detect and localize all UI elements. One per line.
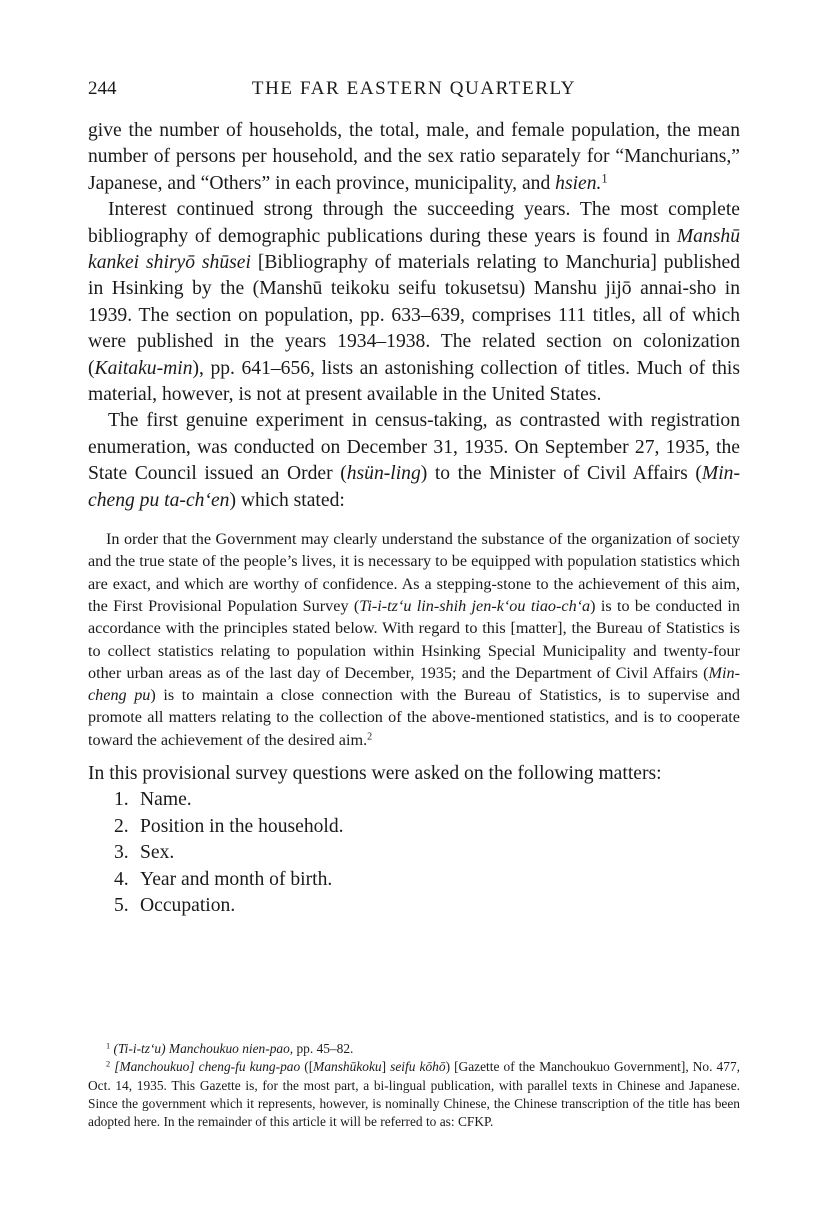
paragraph-1 [88,118,740,197]
list-text: Occupation. [140,895,236,917]
footnote-text: ] [381,1059,391,1075]
quote-text: In order that the Government may clearly understand the substance of the organization of society and the true state of the people’s lives, it is necessary to be equipped with population statistics which are exact, and which are worthy of confidence. As a stepping-stone to the achievement of this aim, the First Provisional Population Survey ( [88,530,740,615]
list-text: Name. [140,789,192,811]
block-quote [88,528,740,751]
list-number: 4. [114,868,129,890]
list-item [88,840,740,866]
italic-title: (Ti-i-tz‘u) Manchoukuo nien-pao, [113,1041,294,1056]
footnote-marker: 1 [106,1041,111,1051]
list-text: Year and month of birth. [140,868,333,890]
list-item [88,787,740,813]
italic-term: hsien. [555,172,602,194]
list-item [88,893,740,919]
paragraph-text: [Bibliography of materials relating to Manchuria] published in Hsinking by the (Manshū teikoku seifu tokusetsu) Manshu jijō annai-sho in 1939. The section on population, pp. 633–639, comprises 111 titles, all of which were published in the years 1934–1938. The related section on colonization ( [88,252,740,379]
italic-title: seifu kōhō [390,1059,446,1075]
list-text: Position in the household. [140,815,344,837]
footnote-ref-2: 2 [367,731,373,743]
list-number: 3. [114,842,129,864]
italic-term: Kaitaku-min [94,357,193,379]
paragraph-text: ) to the Minister of Civil Affairs ( [420,463,702,485]
italic-term: hsün-ling [346,463,421,485]
italic-term: Ti-i-tz‘u lin-shih jen-k‘ou tiao-ch‘a [359,596,591,615]
footnote-text: pp. 45–82. [293,1041,354,1056]
paragraph-3 [88,408,740,514]
quote-text: ) is to be conducted in accordance with the principles stated below. With regard to this [matter], the Bureau of Statistics is to collect statistics relating to population within Hsinking Special Municipality and twenty-four other urban areas as of the last day of December, 1935; and the Department of Civil Affairs ( [88,596,740,682]
footnote-text: ) [Gazette of the Manchoukuo Government], No. 477, Oct. 14, 1935. This Gazette is, for the most part, a bi-lingual publication, with parallel texts in Chinese and Japanese. Since the government which it represents, however, is nominally Chinese, the Chinese transcription of the title has been adopted here. In the remainder of this article it will be referred to as: CFKP. [88,1059,740,1130]
paragraph-4: In this provisional survey questions were asked on the following matters: [88,763,662,785]
paragraph-text: ), pp. 641–656, lists an astonishing collection of titles. Much of this material, however, is not at present available in the United States. [88,357,740,406]
paragraph-text: give the number of households, the total, male, and female population, the mean number of persons per household, and the sex ratio separately for “Manchurians,” Japanese, and “Others” in each province, municipality, and [88,120,740,194]
paragraph-text: ) which stated: [229,489,345,511]
list-item [88,867,740,893]
list-number: 5. [114,895,129,917]
italic-title: Manshū kankei shiryō shūsei [88,225,740,274]
survey-question-list [88,787,740,919]
footnote-text: ([ [300,1059,314,1075]
page-number: 244 [88,78,117,99]
footnote-1 [88,1040,740,1058]
italic-term: Min-cheng pu [88,663,740,705]
paragraph-text: Interest continued strong through the succeeding years. The most complete bibliography of demographic publications during these years is found in [88,199,740,247]
footnotes [88,1040,740,1131]
quote-text: ) is to maintain a close connection with the Bureau of Statistics, is to supervise and promote all matters relating to the collection of the above-mentioned statistics, and is to cooperate toward the achievement of the desired aim. [88,686,740,749]
italic-title: Manshūkoku [313,1059,382,1075]
italic-title: [Manchoukuo] cheng-fu kung-pao [114,1059,301,1075]
list-number: 2. [114,815,129,837]
running-head [88,78,740,104]
italic-term: Min-cheng pu ta-ch‘en [88,463,740,511]
footnote-2 [88,1058,740,1131]
footnote-marker: 2 [106,1059,111,1069]
paragraph-text: The first genuine experiment in census-taking, as contrasted with registration enumeration, was conducted on December 31, 1935. On September 27, 1935, the State Council issued an Order ( [88,410,740,485]
list-text: Sex. [140,842,175,864]
footnote-ref-1: 1 [601,171,608,186]
article-body [88,118,740,920]
list-item [88,814,740,840]
list-number: 1. [114,789,129,811]
journal-title: THE FAR EASTERN QUARTERLY [251,78,577,99]
paragraph-2 [88,197,740,408]
